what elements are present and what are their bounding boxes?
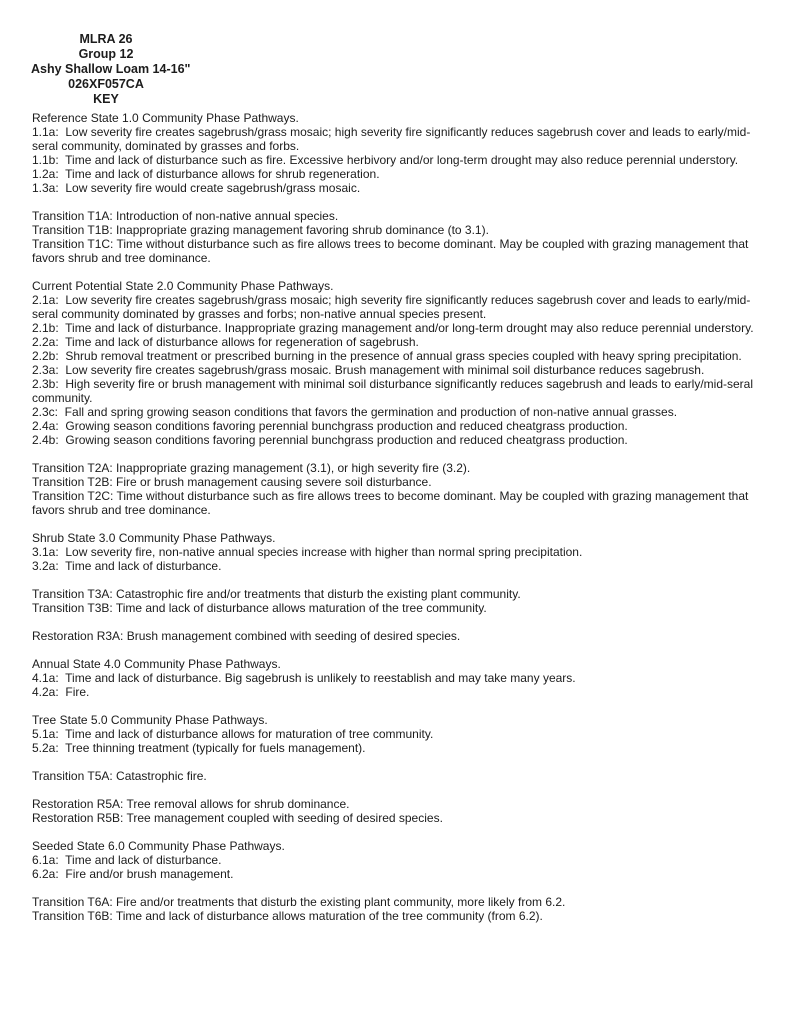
text-line: 2.4b: Growing season conditions favoring perennial bunchgrass production and reduced cheatgrass production. xyxy=(32,433,628,447)
paragraph-shrub-state-3-0-pathways xyxy=(32,531,792,573)
paragraph-transitions-t1 xyxy=(32,209,792,265)
header-line-group: Group 12 xyxy=(78,47,134,61)
text-line: Transition T2B: Fire or brush management causing severe soil disturbance. xyxy=(32,475,432,489)
text-line: Transition T6B: Time and lack of disturbance allows maturation of the tree community (from 6.2). xyxy=(32,909,543,923)
text-line: 2.3a: Low severity fire creates sagebrush/grass mosaic. Brush management with minimal soil disturbance reduces sagebrush. xyxy=(32,363,705,377)
text-line: 2.3b: High severity fire or brush management with minimal soil disturbance significantly reduces sagebrush and leads to early/mid-seral xyxy=(32,377,754,391)
text-line: Shrub State 3.0 Community Phase Pathways. xyxy=(32,531,276,545)
text-line: 2.4a: Growing season conditions favoring perennial bunchgrass production and reduced cheatgrass production. xyxy=(32,419,628,433)
text-line: Restoration R5B: Tree management coupled with seeding of desired species. xyxy=(32,811,443,825)
text-line: seral community, dominated by grasses and forbs. xyxy=(32,139,300,153)
paragraph-transitions-t3 xyxy=(32,587,792,615)
text-line: Transition T6A: Fire and/or treatments that disturb the existing plant community, more likely from 6.2. xyxy=(32,895,566,909)
paragraph-restoration-r3 xyxy=(32,629,792,643)
text-line: seral community dominated by grasses and forbs; non-native annual species present. xyxy=(32,307,487,321)
paragraph-seeded-state-6-0-pathways xyxy=(32,839,792,881)
paragraph-annual-state-4-0-pathways xyxy=(32,657,792,699)
text-line: Transition T1A: Introduction of non-native annual species. xyxy=(32,209,339,223)
text-line: favors shrub and tree dominance. xyxy=(32,251,211,265)
text-line: Tree State 5.0 Community Phase Pathways. xyxy=(32,713,268,727)
text-line: 6.1a: Time and lack of disturbance. xyxy=(32,853,222,867)
text-line: Restoration R3A: Brush management combined with seeding of desired species. xyxy=(32,629,461,643)
text-line: 1.2a: Time and lack of disturbance allows for shrub regeneration. xyxy=(32,167,380,181)
paragraph-tree-state-5-0-pathways xyxy=(32,713,792,755)
text-line: 2.3c: Fall and spring growing season conditions that favors the germination and production of non-native annual grasses. xyxy=(32,405,678,419)
text-line: Transition T2C: Time without disturbance such as fire allows trees to become dominant. May be coupled with grazing management that xyxy=(32,489,749,503)
text-line: 5.2a: Tree thinning treatment (typically for fuels management). xyxy=(32,741,366,755)
paragraph-transitions-t2 xyxy=(32,461,792,517)
text-line: 3.1a: Low severity fire, non-native annual species increase with higher than normal spring precipitation. xyxy=(32,545,583,559)
header-line-key: KEY xyxy=(93,92,119,106)
text-line: community. xyxy=(32,391,93,405)
document-body xyxy=(32,111,792,923)
text-line: 6.2a: Fire and/or brush management. xyxy=(32,867,234,881)
text-line: Transition T5A: Catastrophic fire. xyxy=(32,769,207,783)
text-line: 1.1b: Time and lack of disturbance such as fire. Excessive herbivory and/or long-term drought may also reduce perennial understory. xyxy=(32,153,739,167)
text-line: Reference State 1.0 Community Phase Pathways. xyxy=(32,111,299,125)
header-line-mlra: MLRA 26 xyxy=(79,32,133,46)
text-line: Annual State 4.0 Community Phase Pathways. xyxy=(32,657,281,671)
paragraph-restorations-r5 xyxy=(32,797,792,825)
text-line: favors shrub and tree dominance. xyxy=(32,503,211,517)
text-line: 4.1a: Time and lack of disturbance. Big sagebrush is unlikely to reestablish and may take many years. xyxy=(32,671,576,685)
text-line: Transition T3B: Time and lack of disturbance allows maturation of the tree community. xyxy=(32,601,487,615)
text-line: 2.2b: Shrub removal treatment or prescribed burning in the presence of annual grass species coupled with heavy spring precipitation. xyxy=(32,349,742,363)
text-line: Transition T1C: Time without disturbance such as fire allows trees to become dominant. May be coupled with grazing management that xyxy=(32,237,749,251)
text-line: Transition T1B: Inappropriate grazing management favoring shrub dominance (to 3.1). xyxy=(32,223,489,237)
text-line: Restoration R5A: Tree removal allows for shrub dominance. xyxy=(32,797,350,811)
text-line: 1.1a: Low severity fire creates sagebrush/grass mosaic; high severity fire significantly reduces sagebrush cover and leads to early/mid- xyxy=(32,125,751,139)
document-header xyxy=(31,32,191,107)
text-line: 1.3a: Low severity fire would create sagebrush/grass mosaic. xyxy=(32,181,361,195)
header-line-site-name: Ashy Shallow Loam 14-16" xyxy=(31,62,191,76)
text-line: 2.1b: Time and lack of disturbance. Inappropriate grazing management and/or long-term drought may also reduce perennial understory. xyxy=(32,321,754,335)
text-line: Transition T2A: Inappropriate grazing management (3.1), or high severity fire (3.2). xyxy=(32,461,471,475)
header-line-site-id: 026XF057CA xyxy=(68,77,144,91)
paragraph-reference-state-1-0-pathways xyxy=(32,111,792,195)
text-line: 3.2a: Time and lack of disturbance. xyxy=(32,559,222,573)
text-line: Current Potential State 2.0 Community Phase Pathways. xyxy=(32,279,334,293)
text-line: Seeded State 6.0 Community Phase Pathways. xyxy=(32,839,285,853)
paragraph-transitions-t6 xyxy=(32,895,792,923)
paragraph-current-potential-state-2-0-pathways xyxy=(32,279,792,447)
paragraph-transition-t5 xyxy=(32,769,792,783)
text-line: 2.2a: Time and lack of disturbance allows for regeneration of sagebrush. xyxy=(32,335,419,349)
text-line: 2.1a: Low severity fire creates sagebrush/grass mosaic; high severity fire significantly reduces sagebrush cover and leads to early/mid- xyxy=(32,293,751,307)
text-line: Transition T3A: Catastrophic fire and/or treatments that disturb the existing plant community. xyxy=(32,587,521,601)
text-line: 4.2a: Fire. xyxy=(32,685,90,699)
text-line: 5.1a: Time and lack of disturbance allows for maturation of tree community. xyxy=(32,727,434,741)
